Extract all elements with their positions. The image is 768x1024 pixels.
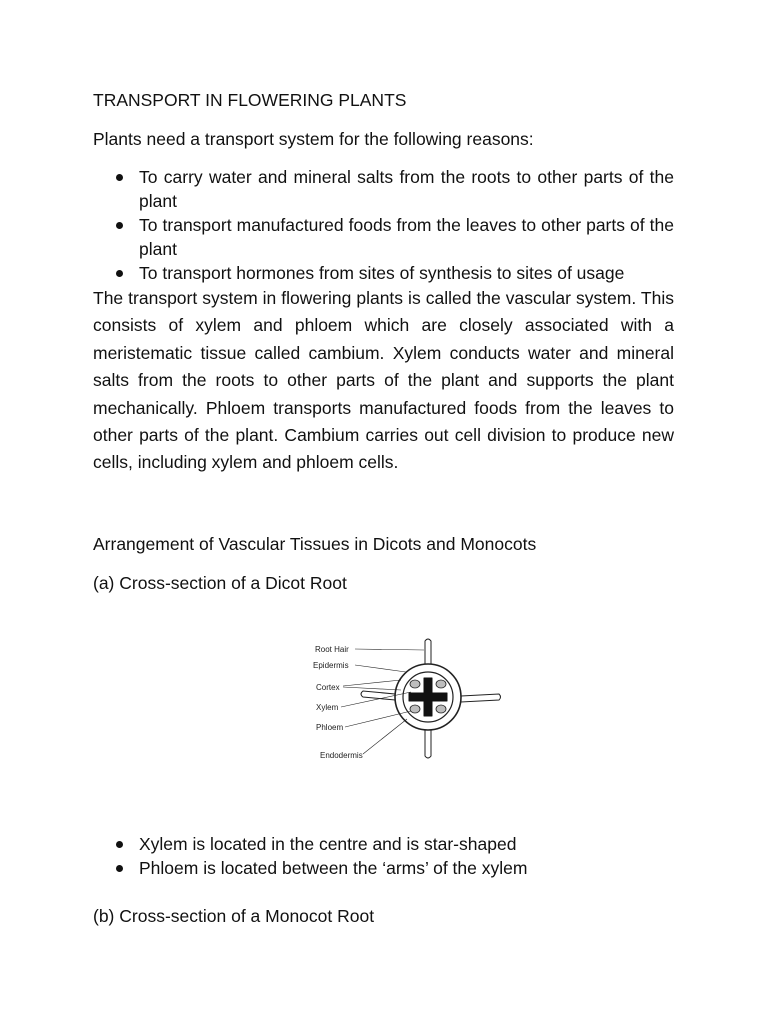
document-title: TRANSPORT IN FLOWERING PLANTS	[93, 90, 407, 110]
label-phloem: Phloem	[316, 723, 344, 732]
subheading-dicot-root: (a) Cross-section of a Dicot Root	[93, 572, 347, 593]
vascular-system-paragraph: The transport system in flowering plants is called the vascular system. This consists of xylem and phloem which are closely associated with a meristematic tissue called cambium. Xylem conducts water and mineral salts from the roots to other parts of the plant and supports the plant mechanically. Phloem transports manufactured foods from the leaves to other parts of the plant. Cambium carries out cell division to produce new cells, including xylem and phloem cells.	[93, 288, 674, 473]
intro-text: Plants need a transport system for the following reasons:	[93, 129, 534, 149]
label-epidermis: Epidermis	[313, 661, 349, 670]
list-item: To carry water and mineral salts from the roots to other parts of the plant	[93, 165, 674, 213]
document-page	[93, 88, 674, 926]
reasons-list	[93, 165, 674, 285]
section-heading: Arrangement of Vascular Tissues in Dicots and Monocots	[93, 533, 537, 554]
dicot-root-diagram	[311, 636, 511, 761]
list-item: Phloem is located between the ‘arms’ of the xylem	[93, 856, 674, 880]
list-item: Xylem is located in the centre and is star-shaped	[93, 832, 674, 856]
dicot-points-list	[93, 832, 674, 880]
list-item: To transport manufactured foods from the leaves to other parts of the plant	[93, 213, 674, 261]
label-cortex: Cortex	[316, 683, 340, 692]
list-item: To transport hormones from sites of synthesis to sites of usage	[93, 261, 674, 285]
label-endodermis: Endodermis	[320, 751, 363, 760]
label-root-hair: Root Hair	[315, 645, 349, 654]
subheading-monocot-root: (b) Cross-section of a Monocot Root	[93, 906, 375, 926]
label-xylem: Xylem	[316, 703, 339, 712]
dicot-root-cross-section-drawing	[311, 636, 511, 761]
